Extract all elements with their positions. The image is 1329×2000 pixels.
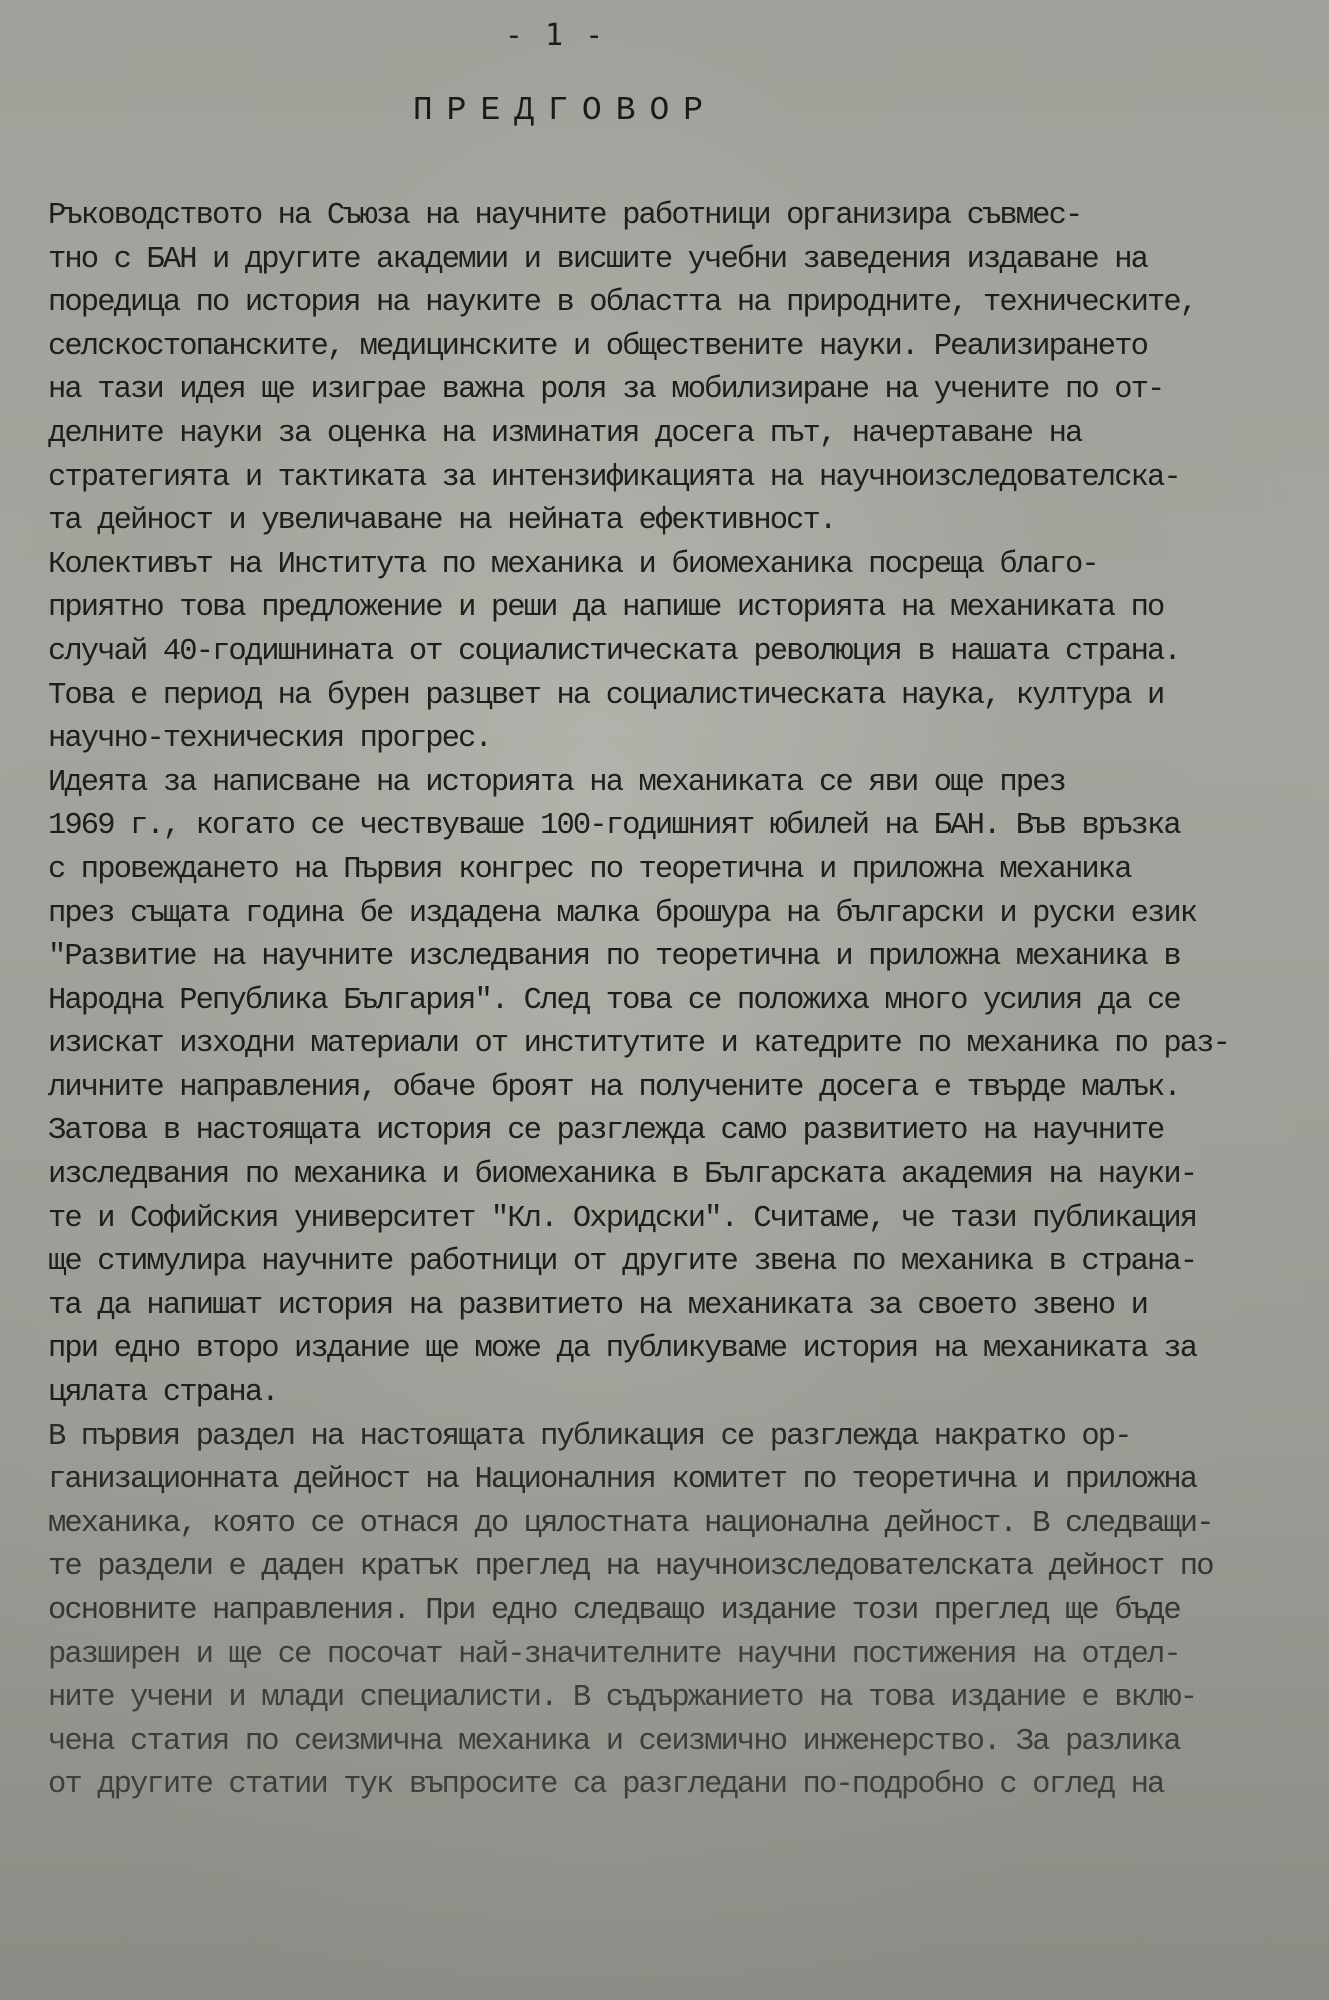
text-line: стратегията и тактиката за интензификацията на научноизследователска- [48,460,1180,495]
text-line: механика, която се отнася до цялостната национална дейност. В следващи- [48,1506,1213,1541]
text-line: Идеята за написване на историята на механиката се яви още през [48,765,1065,800]
text-line: делните науки за оценка на изминатия досега път, начертаване на [48,416,1082,451]
text-line: В първия раздел на настоящата публикация се разглежда накратко ор- [48,1419,1131,1454]
text-line: ните учени и млади специалисти. В съдържанието на това издание е вклю- [48,1681,1197,1716]
text-line: основните направления. При едно следващо издание този преглед ще бъде [48,1594,1180,1628]
page-title: ПРЕДГОВОР [412,92,718,129]
text-line: те и Софийския университет "Кл. Охридски". Считаме, че тази публикация [48,1201,1197,1236]
text-line: те раздели е даден кратък преглед на научноизследователската дейност по [48,1550,1213,1585]
text-line: Това е период на бурен разцвет на социалистическата наука, култура и [48,678,1164,713]
text-line: на тази идея ще изиграе важна роля за мобилизиране на учените по от- [48,373,1164,408]
text-line: 1969 г., когато се чествуваше 100-годишният юбилей на БАН. Във връзка [48,809,1180,844]
text-line: чена статия по сеизмична механика и сеизмично инженерство. За разлика [48,1724,1180,1759]
text-line: с провеждането на Първия конгрес по теоретична и приложна механика [48,852,1131,887]
text-line: научно-техническия прогрес. [48,722,491,757]
text-line: случай 40-годишнината от социалистическата революция в нашата страна. [48,634,1180,669]
page-number: - 1 - [504,18,606,53]
text-line: изследвания по механика и биомеханика в Българската академия на науки- [48,1158,1197,1193]
text-line: цялата страна. [48,1376,278,1411]
text-line: Народна Република България". След това се положиха много усилия да се [48,983,1180,1018]
text-line: разширен и ще се посочат най-значителните научни постижения на отдел- [48,1637,1180,1672]
text-line: през същата година бе издадена малка брошура на български и руски език [48,896,1197,931]
text-line: селскостопанските, медицинските и обществените науки. Реализирането [48,329,1147,364]
text-line: та дейност и увеличаване на нейната ефективност. [48,504,836,539]
text-line: ще стимулира научните работници от другите звена по механика в страна- [48,1245,1197,1280]
text-line: Колективът на Института по механика и биомеханика посреща благо- [48,547,1098,582]
text-line: поредица по история на науките в областта на природните, техническите, [48,286,1197,321]
text-line: приятно това предложение и реши да напише историята на механиката по [48,591,1164,626]
text-line: тно с БАН и другите академии и висшите учебни заведения издаване на [48,242,1147,277]
text-line: Ръководството на Съюза на научните работници организира съвмес- [48,199,1082,233]
preface-body [48,195,1288,1808]
text-line: при едно второ издание ще може да публикуваме история на механиката за [48,1332,1197,1367]
text-line: личните направления, обаче броят на получените досега е твърде малък. [48,1070,1180,1105]
text-line: изискат изходни материали от институтите и катедрите по механика по раз- [48,1027,1230,1062]
text-line: ганизационната дейност на Националния комитет по теоретична и приложна [48,1463,1197,1498]
text-line: та да напишат история на развитието на механиката за своето звено и [48,1288,1147,1323]
text-line: Затова в настоящата история се разглежда само развитието на научните [48,1114,1164,1149]
text-line: "Развитие на научните изследвания по теоретична и приложна механика в [48,940,1180,975]
text-line: от другите статии тук въпросите са разгледани по-подробно с оглед на [48,1768,1164,1803]
